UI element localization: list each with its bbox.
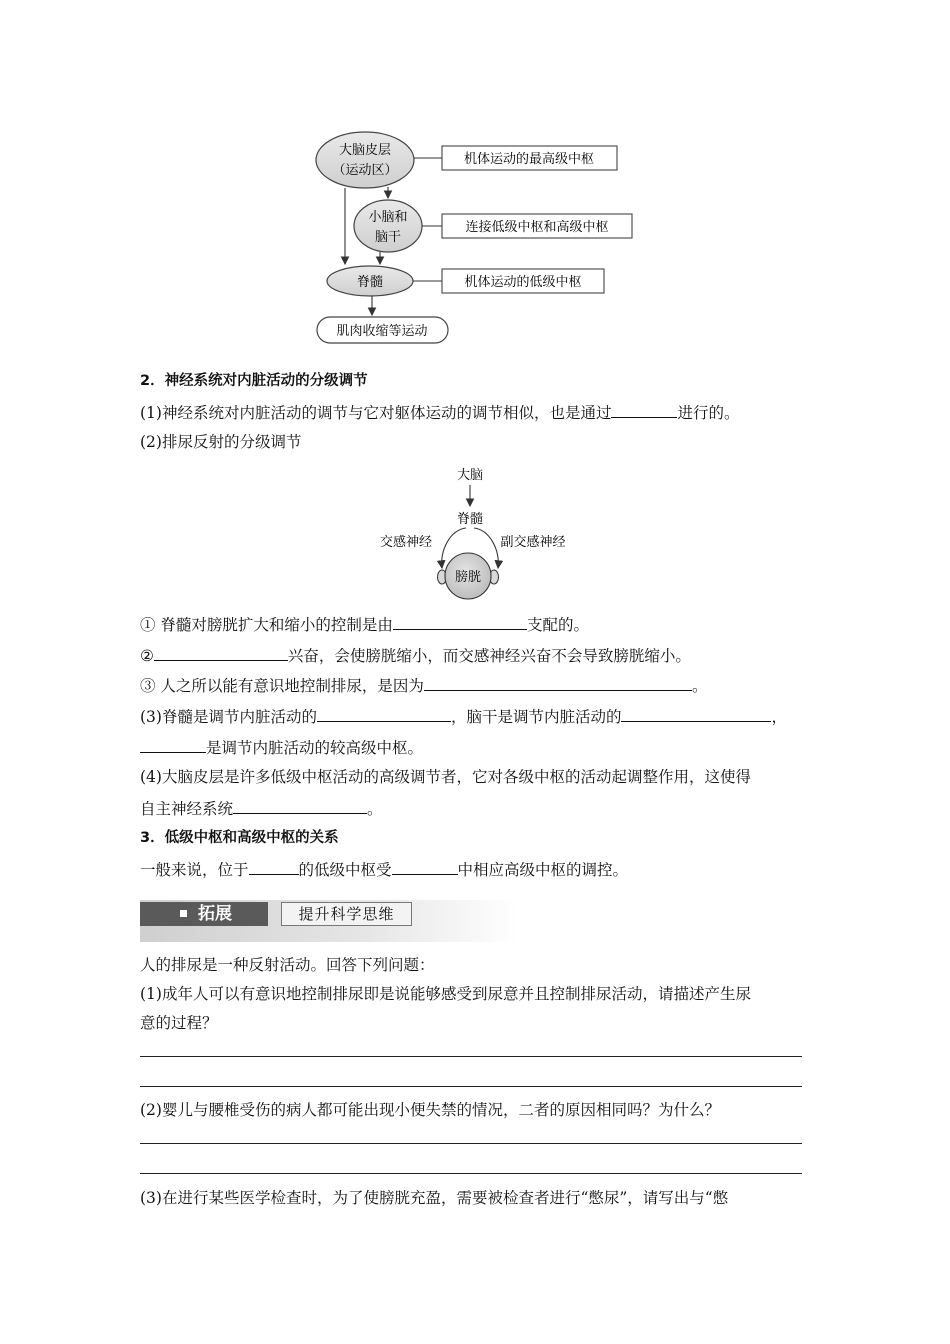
blank[interactable] bbox=[611, 402, 677, 418]
section3-text-b: 的低级中枢受 bbox=[298, 861, 392, 879]
cerebellum-label-1: 小脑和 bbox=[368, 210, 408, 225]
section3-text-c: 中相应高级中枢的调控。 bbox=[457, 861, 629, 879]
section2-p1-text-b: 进行的。 bbox=[677, 404, 740, 422]
cerebellum-label-2: 脑干 bbox=[374, 230, 402, 245]
section3-text-a: 一般来说，位于 bbox=[140, 861, 249, 879]
motor-hierarchy-diagram bbox=[300, 125, 645, 350]
blank[interactable] bbox=[424, 675, 692, 691]
item-1 bbox=[140, 614, 589, 635]
answer-line[interactable] bbox=[140, 1086, 802, 1087]
question-2: (2)婴儿与腰椎受伤的病人都可能出现小便失禁的情况，二者的原因相同吗？为什么？ bbox=[140, 1101, 720, 1119]
section2-heading: 2．神经系统对内脏活动的分级调节 bbox=[140, 373, 368, 389]
section3-p bbox=[140, 859, 628, 880]
item-1-text-b: 支配的。 bbox=[526, 616, 589, 634]
blank[interactable] bbox=[621, 706, 771, 722]
blank[interactable] bbox=[317, 706, 451, 722]
parasympathetic-label: 副交感神经 bbox=[500, 535, 566, 550]
question-3: (3)在进行某些医学检查时，为了使膀胱充盈，需要被检查者进行“憋尿”，请写出与“憋 bbox=[140, 1189, 729, 1207]
item-2-text-a: ② bbox=[140, 647, 154, 665]
spinal-label-2: 脊髓 bbox=[456, 512, 484, 527]
extension-intro: 人的排尿是一种反射活动。回答下列问题： bbox=[140, 956, 435, 974]
item-3 bbox=[140, 675, 707, 696]
answer-line[interactable] bbox=[140, 1143, 802, 1144]
item-p3 bbox=[140, 706, 787, 727]
item-p3-text-d: 是调节内脏活动的较高级中枢。 bbox=[206, 739, 424, 757]
question-1: (1)成年人可以有意识地控制排尿即是说能够感受到尿意并且控制排尿活动，请描述产生尿 bbox=[140, 985, 751, 1003]
item-p4-text-b: 自主神经系统 bbox=[140, 800, 234, 818]
item-p3-text-c: ， bbox=[771, 708, 787, 726]
banner-square-icon bbox=[180, 910, 187, 917]
item-2-text-b: 兴奋，会使膀胱缩小，而交感神经兴奋不会导致膀胱缩小。 bbox=[287, 647, 691, 665]
blank[interactable] bbox=[393, 614, 527, 630]
item-p4-cont bbox=[140, 798, 383, 819]
blank[interactable] bbox=[233, 798, 367, 814]
blank[interactable] bbox=[140, 737, 206, 753]
item-3-text-a: ③ 人之所以能有意识地控制排尿，是因为 bbox=[140, 677, 424, 695]
cortex-node bbox=[316, 132, 414, 188]
blank[interactable] bbox=[154, 645, 288, 661]
spinal-label: 脊髓 bbox=[356, 275, 384, 290]
item-1-text-a: ① 脊髓对膀胱扩大和缩小的控制是由 bbox=[140, 616, 393, 634]
item-3-text-b: 。 bbox=[691, 677, 708, 695]
section2-p1 bbox=[140, 402, 739, 423]
cortex-label-1: 大脑皮层 bbox=[338, 143, 392, 158]
cortex-label-2: （运动区） bbox=[332, 163, 398, 178]
sympathetic-label: 交感神经 bbox=[379, 535, 433, 550]
item-p3-text-a: (3)脊髓是调节内脏活动的 bbox=[140, 708, 317, 726]
item-p4-text-c: 。 bbox=[367, 800, 383, 818]
micturition-diagram bbox=[368, 460, 578, 605]
section3-heading: 3．低级中枢和高级中枢的关系 bbox=[140, 830, 339, 846]
section2-p2: (2)排尿反射的分级调节 bbox=[140, 433, 302, 451]
section2-p1-text-a: (1)神经系统对内脏活动的调节与它对躯体运动的调节相似，也是通过 bbox=[140, 404, 612, 422]
muscle-label: 肌肉收缩等运动 bbox=[336, 324, 428, 339]
item-p3-cont bbox=[140, 737, 423, 758]
blank[interactable] bbox=[249, 859, 299, 875]
box-low-center-label: 机体运动的低级中枢 bbox=[464, 275, 582, 290]
answer-line[interactable] bbox=[140, 1056, 802, 1057]
item-p4: (4)大脑皮层是许多低级中枢活动的高级调节者，它对各级中枢的活动起调整作用，这使得 bbox=[140, 768, 751, 786]
brain-label: 大脑 bbox=[456, 468, 484, 483]
box-connect-centers-label: 连接低级中枢和高级中枢 bbox=[465, 220, 609, 235]
blank[interactable] bbox=[392, 859, 458, 875]
bladder-label: 膀胱 bbox=[454, 570, 482, 585]
box-highest-center-label: 机体运动的最高级中枢 bbox=[463, 152, 595, 167]
banner-title: 拓展 bbox=[198, 904, 232, 924]
question-1-cont: 意的过程？ bbox=[140, 1014, 218, 1032]
item-2 bbox=[140, 645, 691, 666]
item-p3-text-b: ，脑干是调节内脏活动的 bbox=[450, 708, 622, 726]
answer-line[interactable] bbox=[140, 1173, 802, 1174]
banner-subtitle: 提升科学思维 bbox=[281, 902, 412, 926]
